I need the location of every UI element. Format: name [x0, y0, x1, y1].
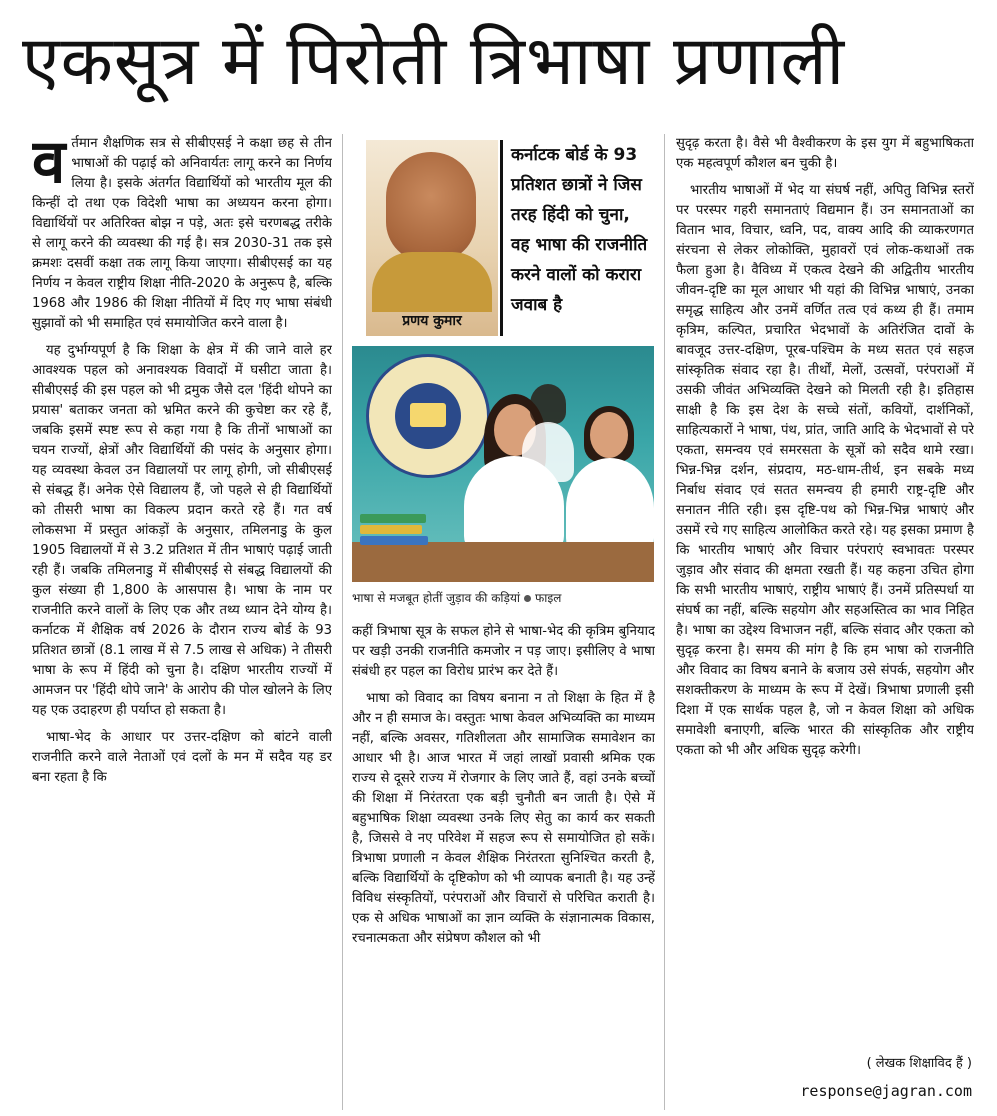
student-hair [530, 384, 566, 424]
student-head [590, 412, 628, 458]
headline: एकसूत्र में पिरोती त्रिभाषा प्रणाली [22, 22, 846, 101]
student-figure [522, 422, 574, 482]
paragraph: कहीं त्रिभाषा सूत्र के सफल होने से भाषा-भेद की कृत्रिम बुनियाद पर खड़ी उनकी राजनीति कमजोर न पड़ जाए। इसीलिए वे भाषा संबंधी हर पहल का विरोध प्रारंभ कर देते हैं। [352, 624, 655, 679]
author-photo [366, 140, 498, 336]
paragraph: भाषा-भेद के आधार पर उत्तर-दक्षिण को बांटने वाली राजनीति करने वाले नेताओं एवं दलों के मन में सदैव यह डर बना रहता है कि [32, 730, 332, 785]
logo-emblem-icon [395, 383, 461, 449]
photo-caption [352, 588, 655, 608]
author-name: प्रणय कुमार [402, 313, 462, 329]
book-icon [410, 403, 446, 427]
paragraph: वर्तमान शैक्षणिक सत्र से सीबीएसई ने कक्षा छह से तीन भाषाओं की पढ़ाई को अनिवार्यतः लागू करने का निर्णय लिया है। इसके अंतर्गत विद्यार्थियों को भारतीय मूल की किन्हीं दो तथा एक विदेशी भाषा का अध्ययन करना होगा। विद्यार्थियों पर अतिरिक्त बोझ न पड़े, अतः इसे चरणबद्ध तरीके से लागू करने की व्यवस्था की गई है। सत्र 2030-31 तक इसे क्रमशः दसवीं कक्षा तक लागू किया जाएगा। सीबीएसई का यह निर्णय न केवल राष्ट्रीय शिक्षा नीति-2020 के अनुरूप है, बल्कि 1968 और 1986 की शिक्षा नीतियों में दिए गए भाषा संबंधी सुझावों को भी समाहित एवं समायोजित करने वाला है। [32, 134, 332, 331]
column-divider [664, 134, 665, 1110]
author-face [386, 152, 476, 262]
cbse-logo [366, 354, 490, 478]
paragraph: यह दुर्भाग्यपूर्ण है कि शिक्षा के क्षेत्र में की जाने वाले हर आवश्यक पहल को अनावश्यक विवादों में घसीटा जाता है। सीबीएसई की इस पहल को भी द्रमुक जैसे दल 'हिंदी थोपने का प्रयास' बताकर जनता को भ्रमित करने की कुचेष्टा कर रहे हैं, जबकि इसमें स्पष्ट रूप से कहा गया है कि तीनों भाषाओं का चयन राज्यों, क्षेत्रों और विद्यार्थियों की पसंद के अनुसार होगा। यह व्यवस्था केवल उन विद्यालयों पर लागू होगी, जो सीबीएसई से संबद्ध हैं। अनेक ऐसे विद्यालय हैं, जो पहले से ही विद्यार्थियों को तीसरी भाषा का विकल्प प्रदान करते रहे हैं। गत वर्ष लोकसभा में प्रस्तुत आंकड़ों के अनुसार, तमिलनाडु के कुल 1905 विद्यालयों में से 3.2 प्रतिशत में तीन भाषाएं पढ़ाई जाती रही हैं। जबकि तमिलनाडु में सीबीएसई से संबद्ध विद्यालयों की कुल संख्या ही 1,800 के आसपास है। भाषा के नाम पर राजनीति करने वालों के लिए एक और तथ्य ध्यान देने योग्य है। कर्नाटक में शैक्षिक वर्ष 2026 के दौरान राज्य बोर्ड के 93 प्रतिशत छात्रों (8.1 लाख में से 7.5 लाख से अधिक) ने तीसरी भाषा के रूप में हिंदी को चुना है। दक्षिण भारतीय राज्यों में आमजन पर 'हिंदी थोपे जाने' के आरोप की पोल खोलने के लिए यह एक उदाहरण ही पर्याप्त हो सकता है। [32, 343, 332, 718]
bullet-icon [524, 595, 531, 602]
book-stack [360, 514, 430, 554]
paragraph: भाषा को विवाद का विषय बनाना न तो शिक्षा के हित में है और न ही समाज के। वस्तुतः भाषा केवल अभिव्यक्ति का माध्यम नहीं, बल्कि अवसर, गतिशीलता और सामाजिक समावेशन का आधार भी है। आज भारत में जहां लाखों प्रवासी श्रमिक एक राज्य से दूसरे राज्य में रोजगार के लिए जाते हैं, वहां उनके बच्चों की शिक्षा में निरंतरता एक बड़ी चुनौती बन जाती है। ऐसे में बहुभाषिक शिक्षा व्यवस्था उनके लिए सेतु का कार्य कर सकती है, जिससे वे नए परिवेश में सहज रूप से समायोजित हो सकें। त्रिभाषा प्रणाली न केवल शैक्षिक निरंतरता सुनिश्चित करती है, बल्कि विद्यार्थियों के दृष्टिकोण को भी व्यापक बनाती है। यह उन्हें विविध संस्कृतियों, परंपराओं और विचारों से परिचित कराती है। एक से अधिक भाषाओं का ज्ञान व्यक्ति के संज्ञानात्मक विकास, रचनात्मकता और संप्रेषण कौशल को भी [352, 691, 655, 946]
drop-cap: व [32, 134, 66, 197]
article-column-2 [352, 622, 655, 1110]
caption-credit: फाइल [535, 591, 562, 605]
author-shirt [372, 252, 492, 312]
article-photo [352, 346, 654, 582]
response-email: response@jagran.com [800, 1082, 972, 1100]
article-column-3 [676, 134, 974, 1048]
caption-text: भाषा से मजबूत होतीं जुड़ाव की कड़ियां [352, 591, 521, 605]
author-byline: ( लेखक शिक्षाविद हैं ) [866, 1056, 972, 1071]
article-column-1 [32, 134, 332, 1110]
column-divider [342, 134, 343, 1110]
paragraph: सुदृढ़ करता है। वैसे भी वैश्वीकरण के इस युग में बहुभाषिकता एक महत्वपूर्ण कौशल बन चुकी है। [676, 136, 974, 171]
pull-quote: कर्नाटक बोर्ड के 93 प्रतिशत छात्रों ने जिस तरह हिंदी को चुना, वह भाषा की राजनीति करने वालों को करारा जवाब है [500, 140, 650, 336]
paragraph: भारतीय भाषाओं में भेद या संघर्ष नहीं, अपितु विभिन्न स्तरों पर परस्पर गहरी समानताएं विद्यमान हैं। उन समानताओं का वितान भाव, विचार, ध्वनि, पद, वाक्य आदि की व्याकरणगत संरचना से लेकर लोकोक्ति, मुहावरों एवं लोक-कथाओं तक फैला हुआ है। वैविध्य में एकत्व देखने की अद्वितीय भारतीय जीवन-दृष्टि का मूल आधार भी यहां की विभिन्न भाषाएं, उनका समृद्ध साहित्य और उनमें वर्णित तत्व एवं कथ्य ही हैं। तमाम कृत्रिम, कल्पित, प्रचारित भेदभावों के अतिरंजित दावों के बावजूद उत्तर-दक्षिण, पूरब-पश्चिम के मध्य सतत एवं सहज सांस्कृतिक संवाद रहा है। तीर्थों, मेलों, उत्सवों, परंपराओं में उसकी जीवंत अभिव्यक्ति देखने को मिलती रही है। इतिहास साक्षी है कि इस देश के सच्चे संतों, कवियों, दार्शनिकों, साहित्यकारों ने भाषा, पंथ, प्रांत, जाति आदि के भेदभावों से परे एकता, समन्वय एवं समरसता के सूत्रों को सदैव थामे रखा। भिन्न-भिन्न दर्शन, संप्रदाय, मठ-धाम-तीर्थ, इन सबके मध्य निर्बाध संवाद एवं सतत समन्वय ही हमारी राष्ट्र-दृष्टि और सनातन नीति रही। इस दृष्टि-पथ को भिन्न-भिन्न भाषाएं और उसमें रचे गए साहित्य आलोकित करते रहे। यह इसका प्रमाण है कि भारतीय भाषाएं और विचार परंपराएं स्वभावतः परस्पर जुड़ाव और संवाद की क्षमता रखती हैं। यह कहना उचित होगा कि सभी भारतीय भाषाएं, राष्ट्रीय भाषाएं हैं। उनमें प्रतिस्पर्धा या संघर्ष का नहीं, बल्कि सहयोग और सहअस्तित्व का भाव निहित है। भाषा का उद्देश्य विभाजन नहीं, बल्कि संवाद और एकता को सुदृढ़ करना है। समय की मांग है कि हम भाषा को राजनीति और विवाद का विषय बनाने के बजाय उसे संपर्क, सहयोग और सशक्तीकरण के माध्यम के रूप में देखें। त्रिभाषा प्रणाली इसी दिशा में एक सार्थक पहल है, जो न केवल शिक्षा को अधिक समावेशी बनाएगी, बल्कि भारत की सांस्कृतिक और राष्ट्रीय एकता को भी और अधिक सुदृढ़ करेगी। [676, 183, 974, 758]
